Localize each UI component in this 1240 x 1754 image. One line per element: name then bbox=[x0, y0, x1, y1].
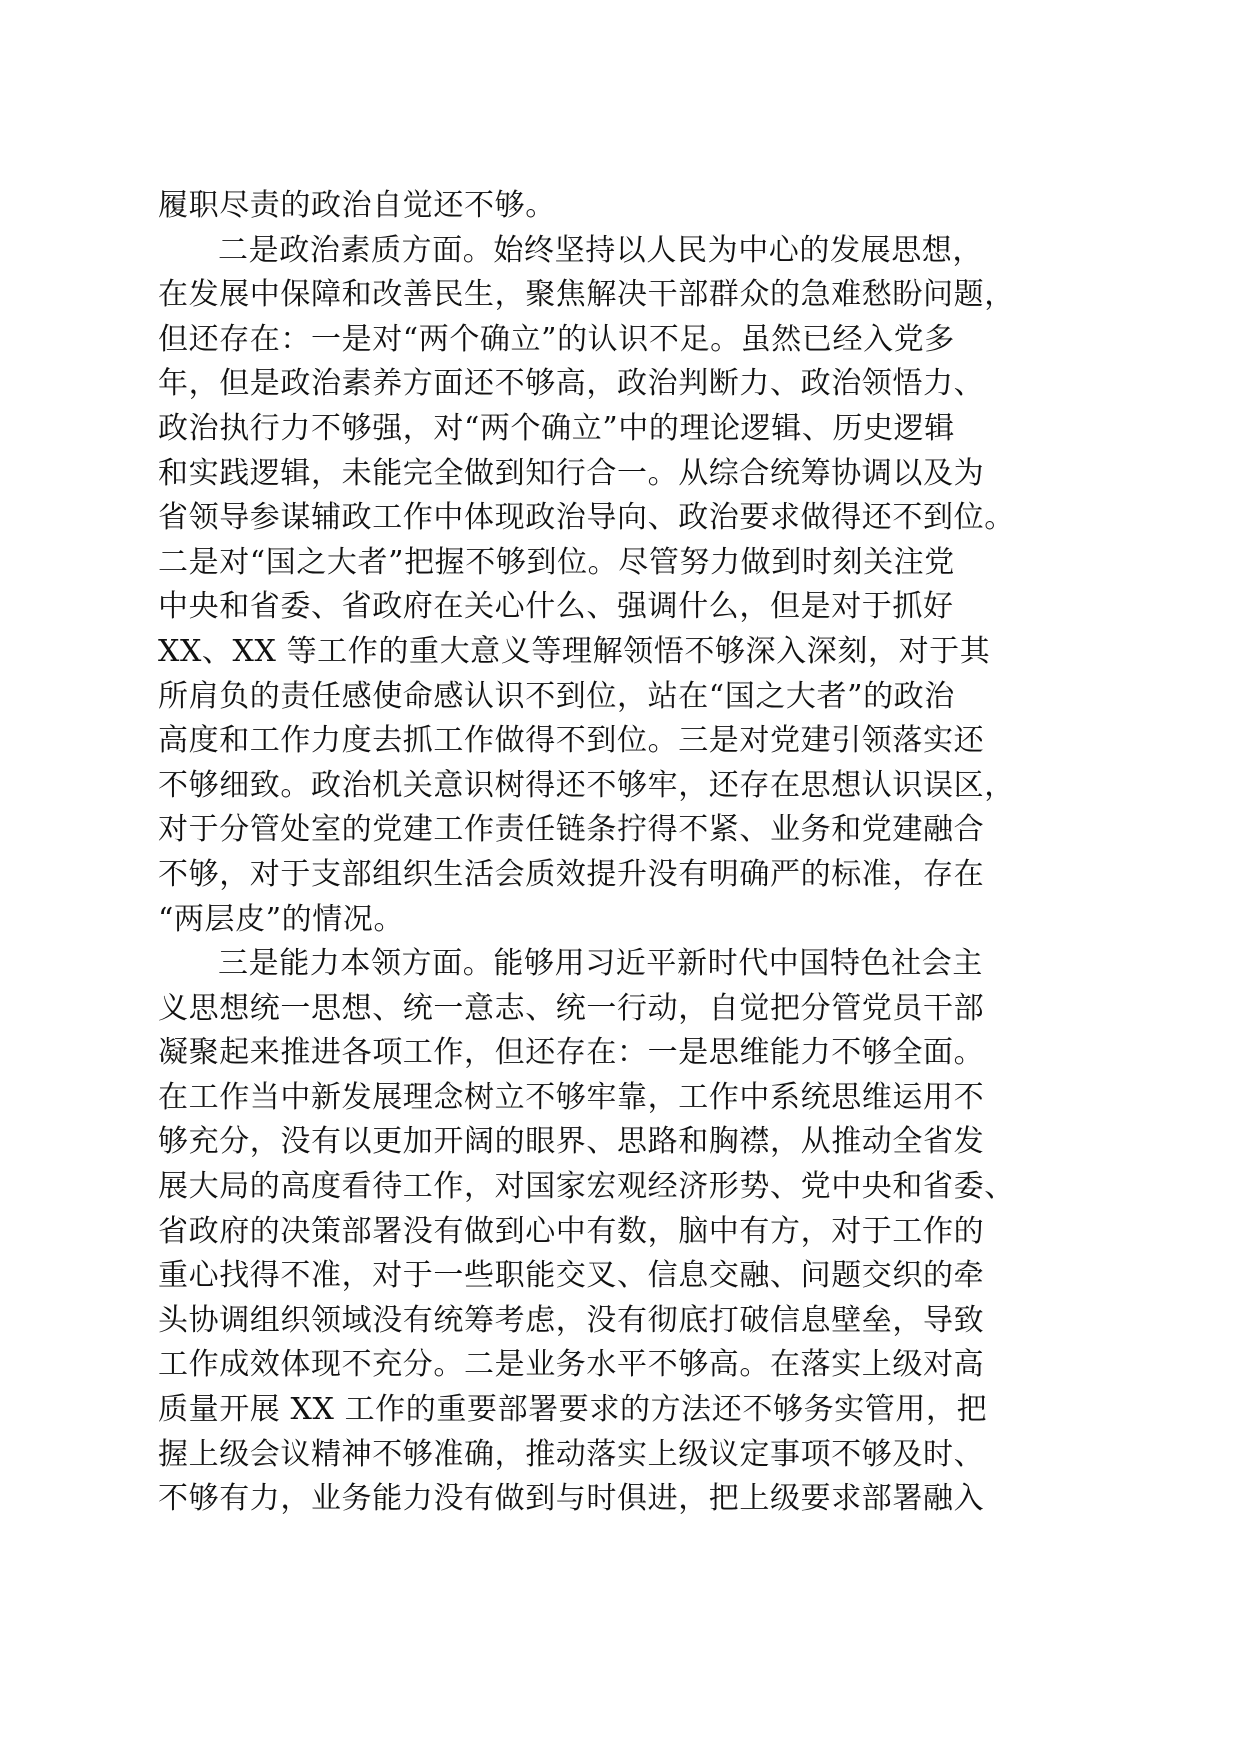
text-line: 在发展中保障和改善民生，聚焦解决干部群众的急难愁盼问题， bbox=[158, 277, 1015, 313]
text-line: 所肩负的责任感使命感认识不到位，站在“国之大者”的政治 bbox=[158, 678, 955, 714]
text-line: 重心找得不准，对于一些职能交叉、信息交融、问题交织的牵 bbox=[158, 1258, 985, 1294]
text-line: XX、XX 等工作的重大意义等理解领悟不够深入深刻，对于其 bbox=[158, 633, 991, 669]
text-line: 履职尽责的政治自觉还不够。 bbox=[158, 188, 556, 223]
text-line: 不够有力，业务能力没有做到与时俱进，把上级要求部署融入 bbox=[158, 1481, 985, 1517]
text-line: 高度和工作力度去抓工作做得不到位。三是对党建引领落实还 bbox=[158, 723, 985, 759]
text-line: 义思想统一思想、统一意志、统一行动，自觉把分管党员干部 bbox=[158, 990, 985, 1026]
text-line: 头协调组织领域没有统筹考虑，没有彻底打破信息壁垒，导致 bbox=[158, 1302, 985, 1338]
text-line: 在工作当中新发展理念树立不够牢靠，工作中系统思维运用不 bbox=[158, 1079, 985, 1115]
text-line: 展大局的高度看待工作，对国家宏观经济形势、党中央和省委、 bbox=[158, 1169, 1015, 1205]
text-line: 质量开展 XX 工作的重要部署要求的方法还不够务实管用，把 bbox=[158, 1392, 988, 1428]
text-line: 省政府的决策部署没有做到心中有数，脑中有方，对于工作的 bbox=[158, 1213, 985, 1249]
text-line: 省领导参谋辅政工作中体现政治导向、政治要求做得还不到位。 bbox=[158, 500, 1015, 536]
text-line: 中央和省委、省政府在关心什么、强调什么，但是对于抓好 bbox=[158, 589, 954, 625]
text-line: 凝聚起来推进各项工作，但还存在：一是思维能力不够全面。 bbox=[158, 1035, 985, 1071]
text-line: 够充分，没有以更加开阔的眼界、思路和胸襟，从推动全省发 bbox=[158, 1124, 985, 1160]
text-line: 对于分管处室的党建工作责任链条拧得不紧、业务和党建融合 bbox=[158, 812, 985, 848]
text-line: 三是能力本领方面。能够用习近平新时代中国特色社会主 bbox=[218, 946, 983, 982]
document-body-text bbox=[158, 184, 1078, 1522]
text-line: 工作成效体现不充分。二是业务水平不够高。在落实上级对高 bbox=[158, 1347, 985, 1383]
text-line: 年，但是政治素养方面还不够高，政治判断力、政治领悟力、 bbox=[158, 366, 985, 402]
text-line: 握上级会议精神不够准确，推动落实上级议定事项不够及时、 bbox=[158, 1436, 985, 1472]
text-line: 但还存在：一是对“两个确立”的认识不足。虽然已经入党多 bbox=[158, 321, 955, 357]
text-line: 二是政治素质方面。始终坚持以人民为中心的发展思想， bbox=[218, 232, 983, 268]
text-line: “两层皮”的情况。 bbox=[158, 901, 405, 937]
text-line: 政治执行力不够强，对“两个确立”中的理论逻辑、历史逻辑 bbox=[158, 410, 955, 446]
text-line: 不够细致。政治机关意识树得还不够牢，还存在思想认识误区， bbox=[158, 767, 1015, 803]
text-line: 不够，对于支部组织生活会质效提升没有明确严的标准，存在 bbox=[158, 856, 985, 892]
text-line: 和实践逻辑，未能完全做到知行合一。从综合统筹协调以及为 bbox=[158, 455, 985, 491]
text-line: 二是对“国之大者”把握不够到位。尽管努力做到时刻关注党 bbox=[158, 544, 955, 580]
